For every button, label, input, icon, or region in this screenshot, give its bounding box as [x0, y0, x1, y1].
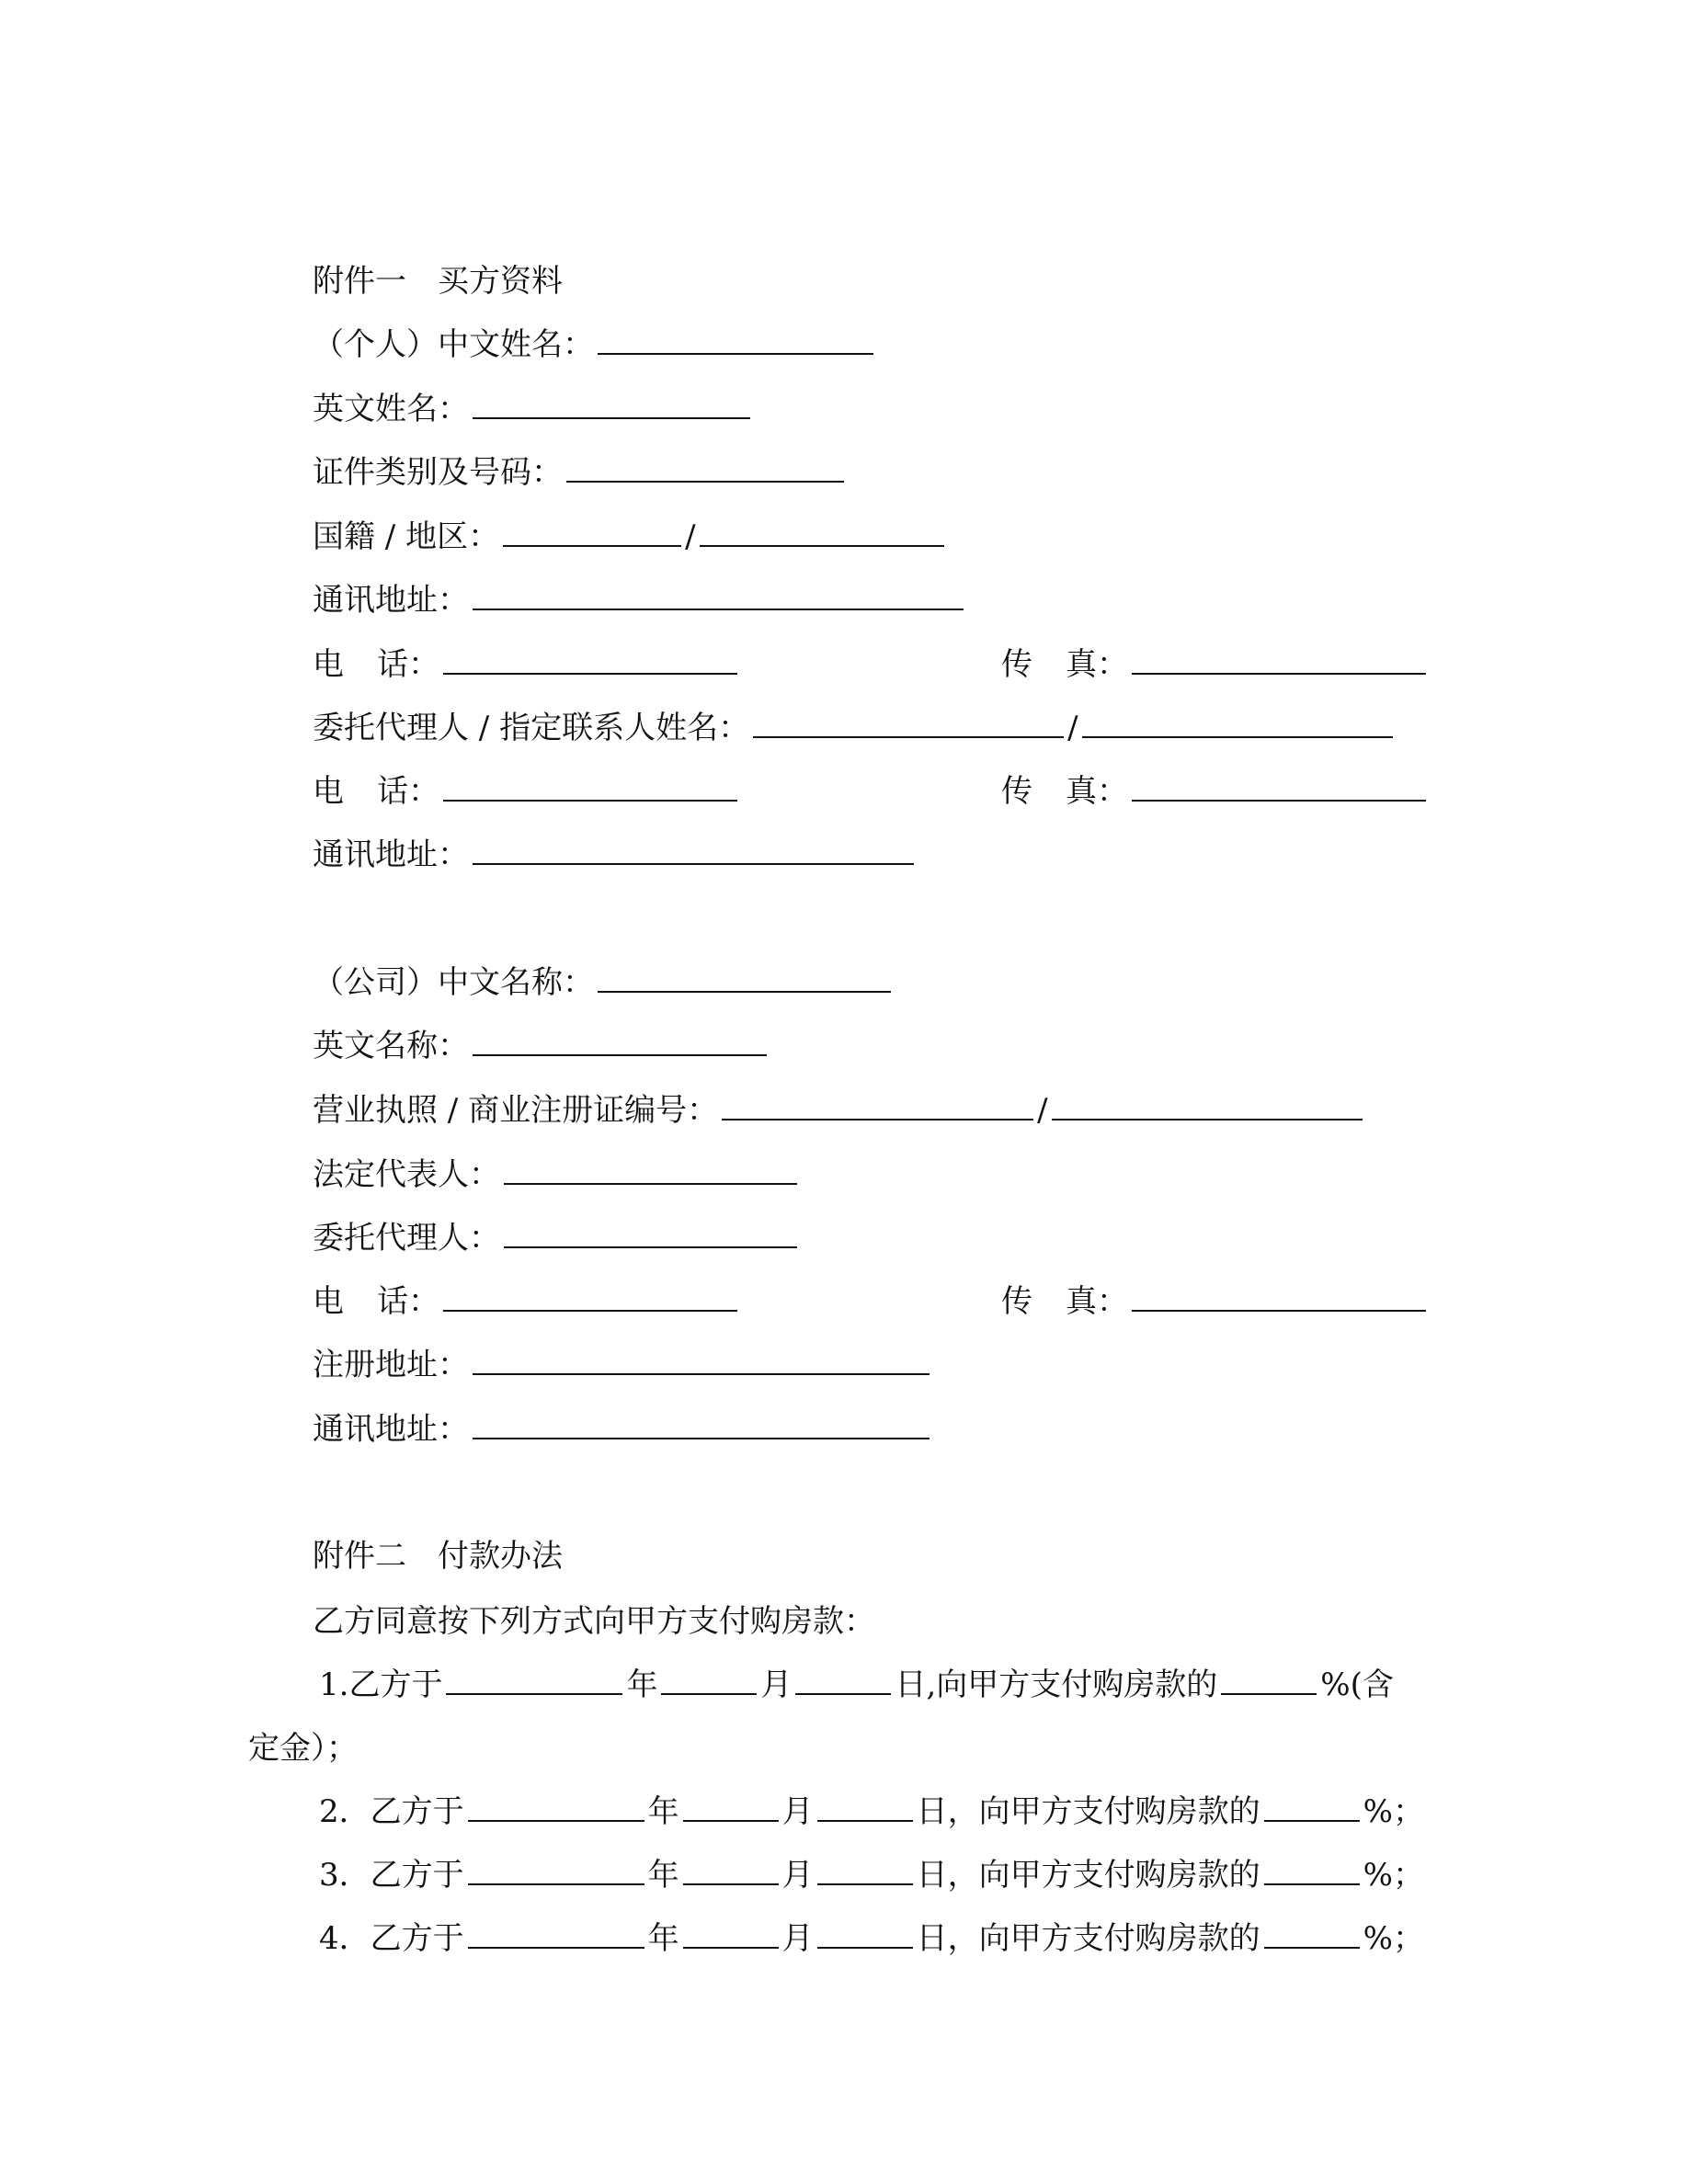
agent-address-field[interactable]	[473, 836, 914, 865]
year-field[interactable]	[468, 1792, 644, 1822]
label: 注册地址：	[313, 1347, 469, 1383]
agent-name-field[interactable]	[753, 709, 1064, 738]
label: 电	[313, 646, 344, 683]
payment-item-4	[319, 1918, 1424, 1959]
month-field[interactable]	[683, 1856, 779, 1885]
day-label: 日,向甲方支付购房款的	[895, 1666, 1218, 1703]
company-phone-fax-row	[313, 1281, 1128, 1322]
agent-phone-fax-row	[313, 771, 1128, 812]
label: 电	[313, 1283, 344, 1320]
percent-label: %；	[1363, 1857, 1424, 1894]
license-row	[313, 1090, 1366, 1131]
item-label: 2．乙方于	[319, 1793, 464, 1830]
label: 证件类别及号码：	[313, 454, 563, 491]
label: （公司）中文名称：	[313, 964, 594, 1001]
percent-label: %；	[1363, 1793, 1424, 1830]
label: 通讯地址：	[313, 836, 469, 873]
percent-field[interactable]	[1264, 1792, 1360, 1822]
address-field[interactable]	[473, 581, 964, 610]
day-label: 日，向甲方支付购房款的	[916, 1793, 1260, 1830]
label: 电	[313, 773, 344, 810]
label: 传	[1001, 773, 1032, 810]
address-row	[313, 580, 967, 620]
label: 委托代理人：	[313, 1220, 500, 1257]
label: 通讯地址：	[313, 582, 469, 619]
annex-2-title: 附件二 付款办法	[313, 1538, 563, 1575]
label: 话：	[377, 773, 439, 810]
en-name-field[interactable]	[473, 390, 750, 419]
label: 英文姓名：	[313, 391, 469, 427]
agent-fax-field[interactable]	[1132, 772, 1426, 802]
nationality-row	[313, 517, 948, 557]
label: 法定代表人：	[313, 1156, 500, 1193]
individual-en-name-row	[313, 389, 754, 429]
year-label: 年	[647, 1920, 679, 1957]
label: 英文名称：	[313, 1028, 469, 1064]
slash: /	[1037, 1092, 1048, 1129]
percent-label: %(含	[1320, 1666, 1394, 1703]
company-en-name-field[interactable]	[473, 1027, 767, 1056]
fax-field[interactable]	[1132, 645, 1426, 675]
agent-row	[313, 708, 1397, 748]
company-cn-name-field[interactable]	[598, 963, 891, 993]
legal-rep-row	[313, 1155, 801, 1195]
registration-field[interactable]	[1052, 1091, 1363, 1120]
legal-rep-field[interactable]	[504, 1155, 797, 1185]
company-cn-name-row	[313, 962, 895, 1003]
reg-address-field[interactable]	[473, 1346, 930, 1375]
day-label: 日，向甲方支付购房款的	[916, 1857, 1260, 1894]
year-label: 年	[626, 1666, 658, 1703]
day-field[interactable]	[817, 1792, 913, 1822]
month-field[interactable]	[683, 1792, 779, 1822]
id-number-field[interactable]	[566, 453, 844, 483]
label: 通讯地址：	[313, 1411, 469, 1448]
month-label: 月	[781, 1920, 814, 1957]
annex-2-intro: 乙方同意按下列方式向甲方支付购房款：	[313, 1603, 875, 1640]
phone-field[interactable]	[443, 645, 737, 675]
company-fax-field[interactable]	[1132, 1282, 1426, 1312]
year-field[interactable]	[468, 1856, 644, 1885]
company-address-row	[313, 1409, 933, 1450]
label: 传	[1001, 646, 1032, 683]
id-type-row	[313, 452, 848, 493]
company-en-name-row	[313, 1026, 770, 1066]
item-label: 3．乙方于	[319, 1857, 464, 1894]
percent-field[interactable]	[1264, 1919, 1360, 1949]
license-field[interactable]	[722, 1091, 1033, 1120]
slash: /	[1067, 710, 1078, 746]
payment-item-1-cont: 定金）；	[248, 1730, 358, 1767]
label: 话：	[377, 646, 439, 683]
item-label: 1.乙方于	[319, 1666, 443, 1703]
year-label: 年	[647, 1857, 679, 1894]
company-agent-row	[313, 1218, 801, 1258]
percent-field[interactable]	[1264, 1856, 1360, 1885]
percent-label: %；	[1363, 1920, 1424, 1957]
company-agent-field[interactable]	[504, 1219, 797, 1248]
contact-name-field[interactable]	[1082, 709, 1393, 738]
year-field[interactable]	[446, 1666, 622, 1695]
company-address-field[interactable]	[473, 1410, 930, 1439]
label: 真：	[1066, 773, 1128, 810]
day-field[interactable]	[817, 1856, 913, 1885]
percent-field[interactable]	[1221, 1666, 1317, 1695]
region-field[interactable]	[700, 518, 944, 547]
individual-cn-name-row	[313, 324, 877, 365]
label: 真：	[1066, 1283, 1128, 1320]
day-field[interactable]	[817, 1919, 913, 1949]
year-field[interactable]	[468, 1919, 644, 1949]
company-phone-field[interactable]	[443, 1282, 737, 1312]
item-label: 4．乙方于	[319, 1920, 464, 1957]
label: 国籍 / 地区：	[313, 518, 500, 555]
label: 营业执照 / 商业注册证编号：	[313, 1092, 719, 1129]
day-field[interactable]	[795, 1666, 891, 1695]
agent-address-row	[313, 835, 918, 875]
month-label: 月	[781, 1793, 814, 1830]
month-label: 月	[760, 1666, 793, 1703]
slash: /	[685, 518, 696, 555]
phone-fax-row	[313, 644, 1128, 685]
reg-address-row	[313, 1345, 933, 1385]
label: 话：	[377, 1283, 439, 1320]
cn-name-field[interactable]	[598, 325, 873, 355]
agent-phone-field[interactable]	[443, 772, 737, 802]
payment-item-3	[319, 1855, 1424, 1895]
month-label: 月	[781, 1857, 814, 1894]
label: （个人）中文姓名：	[313, 326, 594, 363]
month-field[interactable]	[661, 1666, 757, 1695]
label: 委托代理人 / 指定联系人姓名：	[313, 710, 750, 746]
day-label: 日，向甲方支付购房款的	[916, 1920, 1260, 1957]
label: 真：	[1066, 646, 1128, 683]
nationality-field[interactable]	[503, 518, 681, 547]
month-field[interactable]	[683, 1919, 779, 1949]
payment-item-2	[319, 1792, 1424, 1832]
label: 传	[1001, 1283, 1032, 1320]
payment-item-1	[319, 1665, 1394, 1705]
year-label: 年	[647, 1793, 679, 1830]
annex-1-title: 附件一 买方资料	[313, 263, 563, 300]
